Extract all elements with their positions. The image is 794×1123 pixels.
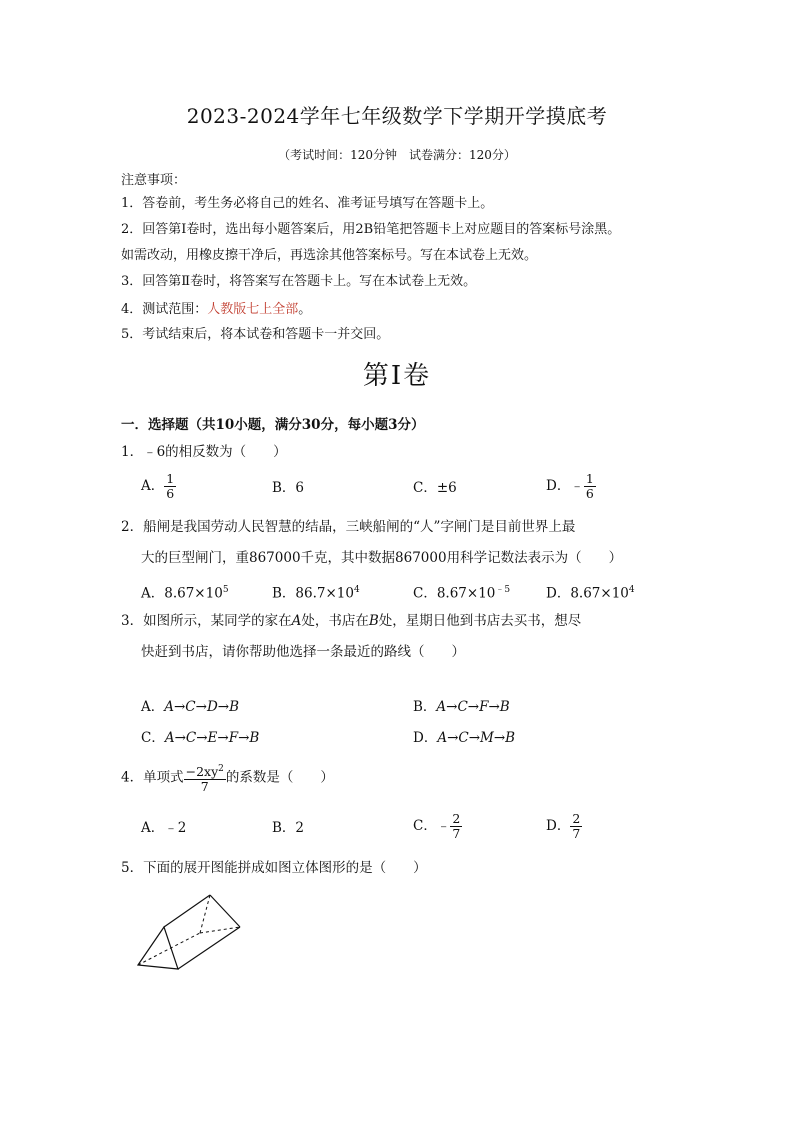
notes-heading: 注意事项：	[121, 173, 187, 188]
q5-stem: 5．下面的展开图能拼成如图立体图形的是（ ）	[121, 860, 427, 876]
q2-option-b	[272, 580, 360, 604]
q3-option-a	[141, 697, 239, 717]
q3-d-path: A→C→M→B	[437, 730, 516, 746]
q1-option-d	[546, 472, 596, 501]
q4-c-label: C．﹣	[413, 818, 451, 834]
q4-d-den: 7	[572, 826, 581, 841]
q3-c-path: A→C→E→F→B	[164, 730, 260, 746]
q2-b-exp: 4	[353, 585, 360, 595]
q2-option-a	[141, 580, 229, 604]
q2-option-d	[546, 580, 635, 604]
q2-a-exp: 5	[222, 585, 229, 595]
note-4-prefix: 4．测试范围：	[121, 302, 208, 317]
prism-bottom-right-edge	[178, 927, 240, 969]
exam-title: 2023-2024学年七年级数学下学期开学摸底考	[186, 104, 608, 128]
q2-line-1: 2．船闸是我国劳动人民智慧的结晶，三峡船闸的“人”字闸门是目前世界上最	[121, 519, 576, 535]
q2-option-c	[413, 580, 510, 604]
q1-a-num: 1	[166, 471, 175, 486]
prism-top-edge	[164, 895, 210, 927]
q2-d-base: D．8.67×10	[546, 585, 629, 602]
note-2-cont: 如需改动，用橡皮擦干净后，再选涂其他答案标号。写在本试卷上无效。	[121, 248, 538, 263]
q1-option-a	[141, 472, 176, 501]
q4-option-b: B．2	[272, 820, 305, 836]
q4-option-d	[546, 812, 582, 841]
q3-option-d	[413, 728, 515, 748]
q3-option-c	[141, 728, 259, 748]
q4-prefix: 4．单项式	[121, 769, 184, 786]
q4-c-fraction	[450, 812, 462, 841]
q4-frac-num-text: −2xy	[185, 764, 219, 780]
triangular-prism-figure	[130, 885, 250, 977]
note-5: 5．考试结束后，将本试卷和答题卡一并交回。	[121, 327, 390, 342]
q1-a-den: 6	[166, 486, 175, 501]
q3-var-a: A	[291, 613, 302, 629]
q2-line-2: 大的巨型闸门，重867000千克，其中数据867000用科学记数法表示为（ ）	[141, 550, 623, 566]
q1-a-label: A．	[141, 478, 165, 494]
section-heading: 一．选择题（共10小题，满分30分，每小题3分）	[121, 417, 425, 433]
q1-a-fraction	[164, 472, 176, 501]
q4-c-den: 7	[452, 826, 461, 841]
q4-d-fraction	[570, 812, 582, 841]
q3-c-label: C．	[141, 730, 165, 746]
q2-c-exp: ﹣5	[495, 585, 511, 595]
q2-b-base: B．86.7×10	[272, 585, 354, 602]
q1-option-c: C．±6	[413, 480, 457, 496]
q4-stem	[121, 762, 334, 794]
exam-subtitle: （考试时间：120分钟 试卷满分：120分）	[278, 148, 516, 162]
q1-stem: 1．﹣6的相反数为（ ）	[121, 444, 287, 460]
q3-var-b: B	[368, 613, 379, 629]
q4-frac-num	[184, 762, 226, 780]
q3-text-a: 3．如图所示，某同学的家在	[121, 613, 292, 629]
q3-b-label: B．	[413, 699, 437, 715]
q2-a-base: A．8.67×10	[141, 585, 223, 602]
test-range: 人教版七上全部	[207, 302, 299, 317]
q3-line-1	[121, 611, 581, 631]
q4-suffix: 的系数是（ ）	[225, 769, 334, 786]
q4-c-num: 2	[452, 811, 461, 826]
q4-frac-den: 7	[200, 779, 209, 795]
note-4-suffix: 。	[298, 302, 312, 317]
q2-d-exp: 4	[628, 585, 635, 595]
q3-text-b: 处，书店在	[301, 613, 369, 629]
prism-back-right-edge	[210, 895, 240, 927]
note-3: 3．回答第Ⅱ卷时，将答案写在答题卡上。写在本试卷上无效。	[121, 274, 477, 289]
q3-a-label: A．	[141, 699, 165, 715]
q1-d-fraction	[584, 472, 596, 501]
q1-d-label: D．﹣	[546, 478, 584, 494]
volume-title: 第Ⅰ卷	[362, 361, 432, 391]
q1-d-den: 6	[585, 486, 594, 501]
q1-d-num: 1	[585, 471, 594, 486]
q4-d-label: D．	[546, 818, 571, 834]
note-2: 2．回答第Ⅰ卷时，选出每小题答案后，用2B铅笔把答题卡上对应题目的答案标号涂黑。	[121, 222, 621, 237]
q4-option-c	[413, 812, 462, 841]
q3-option-b	[413, 697, 510, 717]
q3-a-path: A→C→D→B	[164, 699, 240, 715]
q4-frac-exp: 2	[218, 764, 224, 774]
prism-hidden-base-edge	[200, 927, 240, 933]
q4-option-a: A．﹣2	[141, 820, 187, 836]
q4-d-num: 2	[572, 811, 581, 826]
q4-fraction	[184, 762, 226, 794]
note-1: 1．答卷前，考生务必将自己的姓名、准考证号填写在答题卡上。	[121, 196, 494, 211]
q3-line-2: 快赶到书店，请你帮助他选择一条最近的路线（ ）	[141, 644, 465, 660]
q3-b-path: A→C→F→B	[436, 699, 510, 715]
q2-c-base: C．8.67×10	[413, 585, 496, 602]
note-4	[121, 301, 311, 319]
q3-d-label: D．	[413, 730, 438, 746]
q1-option-b: B．6	[272, 480, 305, 496]
q3-text-c: 处，星期日他到书店去买书，想尽	[378, 613, 582, 629]
